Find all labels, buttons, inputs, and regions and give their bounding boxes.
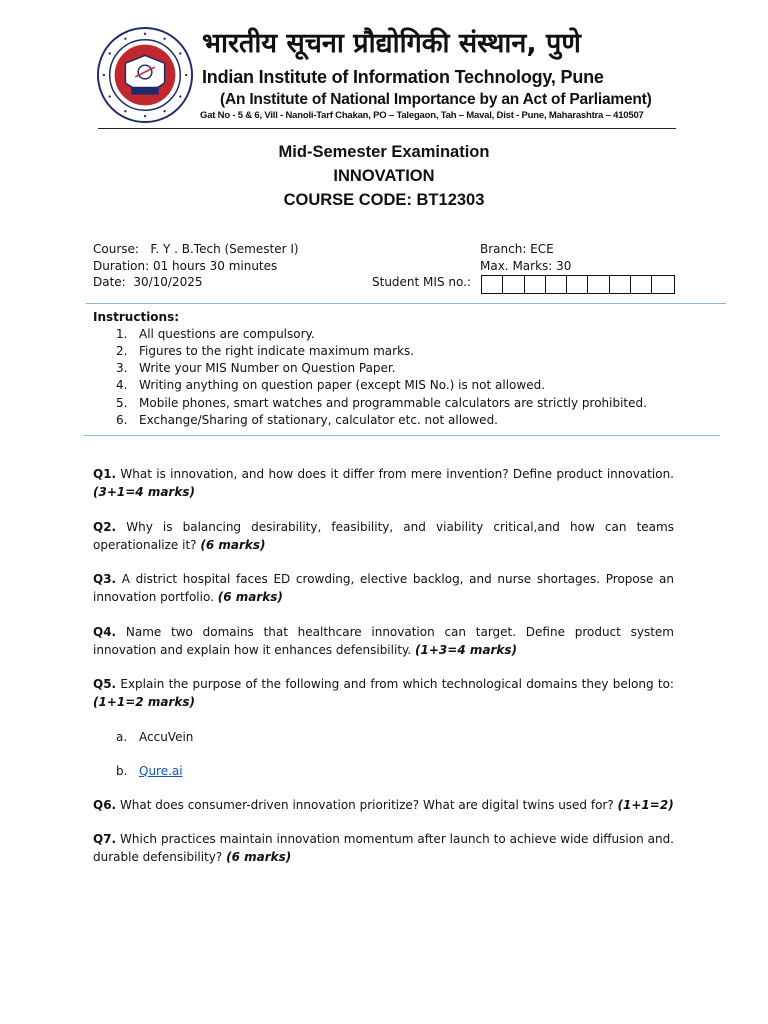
q5-sub-item xyxy=(93,762,674,780)
question-marks: (6 marks) xyxy=(200,537,266,552)
question-marks: (1+1=2) xyxy=(617,797,674,812)
question-3 xyxy=(93,570,674,606)
instruction-text: All questions are compulsory. xyxy=(139,326,315,341)
question-text: A district hospital faces ED crowding, elective backlog, and nurse shortages. Propose an innovation portfolio. xyxy=(93,572,674,604)
branch-info: Branch: ECE xyxy=(480,242,554,256)
exam-titles xyxy=(0,140,768,212)
instruction-number: 1. xyxy=(116,326,128,341)
question-number: Q3. xyxy=(93,572,117,586)
sub-item-letter: b. xyxy=(116,763,128,778)
question-number: Q1. xyxy=(93,467,117,481)
institute-header xyxy=(96,22,676,130)
instruction-text: Write your MIS Number on Question Paper. xyxy=(139,361,396,376)
date-info: Date: 30/10/2025 xyxy=(93,275,203,289)
course-info: Course: F. Y . B.Tech (Semester I) xyxy=(93,242,299,256)
questions-section xyxy=(93,465,674,883)
instruction-item xyxy=(93,343,647,360)
header-divider xyxy=(98,128,676,129)
mis-digit-box[interactable] xyxy=(525,276,546,293)
mis-digit-box[interactable] xyxy=(567,276,588,293)
question-7 xyxy=(93,830,674,866)
exam-meta-left xyxy=(93,241,299,291)
question-2 xyxy=(93,518,674,554)
question-4 xyxy=(93,623,674,659)
question-text: Which practices maintain innovation momentum after launch to achieve wide diffusion and. durable defensibility? xyxy=(93,832,674,864)
question-number: Q4. xyxy=(93,624,117,639)
instruction-text: Writing anything on question paper (except MIS No.) is not allowed. xyxy=(139,378,546,393)
institute-name-hindi: भारतीय सूचना प्रौद्योगिकी संस्थान, पुणे xyxy=(202,28,581,59)
mis-digit-box[interactable] xyxy=(610,276,631,293)
institute-address: Gat No - 5 & 6, Vill - Nanoli-Tarf Chakan, PO – Talegaon, Tah – Maval, Dist - Pune, Maharashtra – 410507 xyxy=(200,110,644,121)
institute-subtitle: (An Institute of National Importance by an Act of Parliament) xyxy=(220,91,652,108)
instruction-item xyxy=(93,377,647,394)
question-number: Q7. xyxy=(93,832,117,846)
instruction-number: 3. xyxy=(116,361,128,376)
exam-subject: INNOVATION xyxy=(333,167,435,185)
sub-item-text: AccuVein xyxy=(139,729,194,744)
instruction-item xyxy=(93,395,647,412)
mis-label: Student MIS no.: xyxy=(372,275,471,289)
instruction-item xyxy=(93,412,647,429)
question-marks: (6 marks) xyxy=(226,850,292,864)
course-code: COURSE CODE: BT12303 xyxy=(283,191,485,209)
mis-number-boxes[interactable] xyxy=(481,275,675,294)
mis-digit-box[interactable] xyxy=(503,276,524,293)
question-marks: (6 marks) xyxy=(217,590,283,604)
institute-seal-icon xyxy=(96,26,194,124)
q5-sub-list xyxy=(93,728,674,780)
question-1 xyxy=(93,465,674,501)
question-text: Explain the purpose of the following and from which technological domains they belong to: xyxy=(120,677,674,691)
mis-digit-box[interactable] xyxy=(546,276,567,293)
institute-name-english: Indian Institute of Information Technology, Pune xyxy=(202,67,604,87)
question-number: Q2. xyxy=(93,519,117,534)
instructions-section xyxy=(93,309,647,429)
question-text: What is innovation, and how does it differ from mere invention? Define product innovation. xyxy=(120,467,674,481)
q5-sub-item xyxy=(93,728,674,746)
instruction-text: Figures to the right indicate maximum marks. xyxy=(139,343,415,358)
instruction-item xyxy=(93,326,647,343)
instructions-bottom-divider xyxy=(84,435,720,436)
exam-meta-right xyxy=(480,241,571,274)
mis-digit-box[interactable] xyxy=(652,276,673,293)
max-marks-info: Max. Marks: 30 xyxy=(480,258,572,273)
question-marks: (1+1=2 marks) xyxy=(93,695,195,709)
instruction-item xyxy=(93,360,647,377)
instructions-top-divider xyxy=(86,303,726,304)
qure-ai-link[interactable]: Qure.ai xyxy=(139,763,183,778)
question-number: Q5. xyxy=(93,677,117,691)
exam-title: Mid-Semester Examination xyxy=(278,143,490,161)
mis-digit-box[interactable] xyxy=(631,276,652,293)
instructions-title: Instructions: xyxy=(93,310,180,324)
instructions-list xyxy=(93,326,647,430)
mis-digit-box[interactable] xyxy=(482,276,503,293)
instruction-text: Mobile phones, smart watches and programmable calculators are strictly prohibited. xyxy=(139,395,647,410)
question-6 xyxy=(93,796,674,814)
question-marks: (1+3=4 marks) xyxy=(415,642,517,657)
question-text: What does consumer-driven innovation prioritize? What are digital twins used for? xyxy=(119,797,618,812)
instruction-number: 4. xyxy=(116,378,128,393)
sub-item-letter: a. xyxy=(116,729,128,744)
instruction-number: 5. xyxy=(116,395,128,410)
question-marks: (3+1=4 marks) xyxy=(93,485,195,499)
instruction-text: Exchange/Sharing of stationary, calculator etc. not allowed. xyxy=(139,412,498,427)
question-5 xyxy=(93,675,674,711)
question-text: Why is balancing desirability, feasibility, and viability critical,and how can teams operationalize it? xyxy=(93,519,674,552)
question-text: Name two domains that healthcare innovation can target. Define product system innovation and explain how it enhances defensibility. xyxy=(93,624,674,657)
instruction-number: 2. xyxy=(116,343,128,358)
duration-info: Duration: 01 hours 30 minutes xyxy=(93,258,278,273)
mis-digit-box[interactable] xyxy=(588,276,609,293)
question-number: Q6. xyxy=(93,797,117,812)
instruction-number: 6. xyxy=(116,412,128,427)
